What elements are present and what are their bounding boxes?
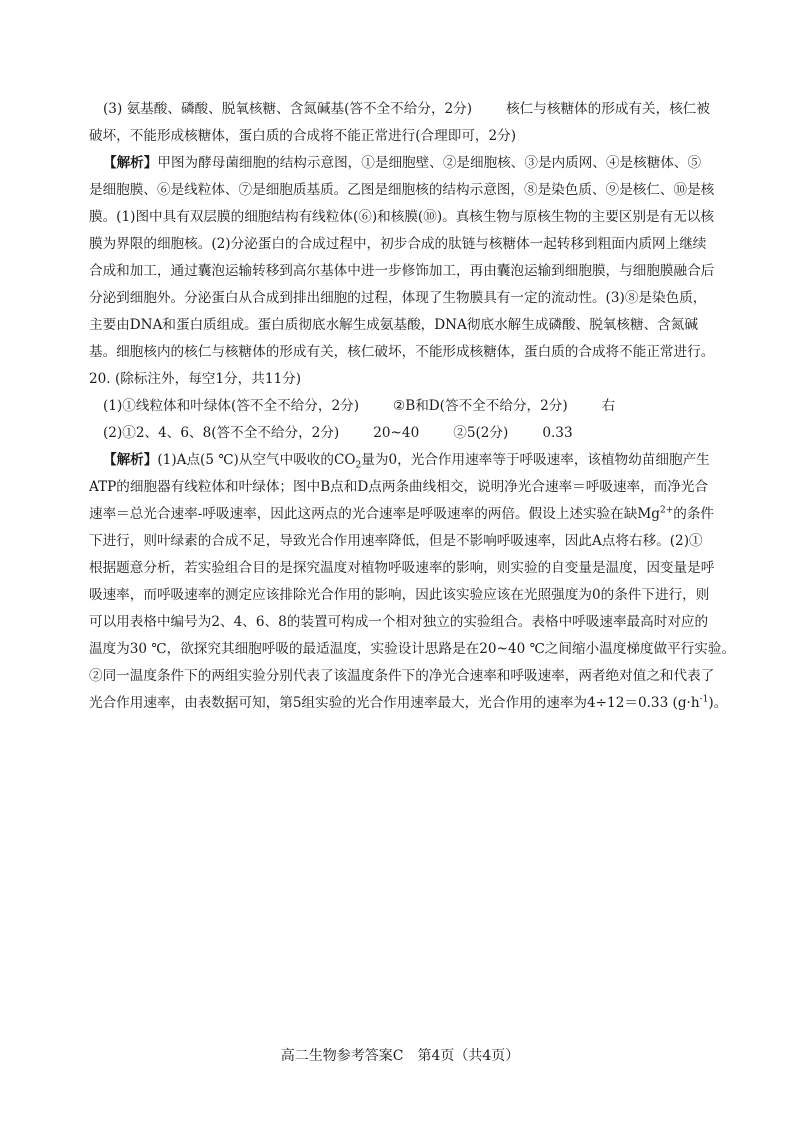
q20-analysis-line-8: 温度为30 ℃，欲探究其细胞呼吸的最适温度，实验设计思路是在20~40 ℃之间缩小温度梯度做平行实验。	[89, 641, 736, 657]
q20-analysis-text-3a: 速率＝总光合速率-呼吸速率，因此这两点的光合速率是呼吸速率的两倍。假设上述实验在缺Mg	[89, 506, 660, 522]
q19-part3-answer: (3) 氨基酸、磷酸、脱氧核糖、含氮碱基(答不全不给分，2分)	[103, 101, 473, 117]
q19-analysis-label: 【解析】	[103, 155, 158, 171]
q20-analysis-text-1a: (1)A点(5 ℃)从空气中吸收的CO	[157, 452, 356, 468]
q20-analysis-text-1b: 量为0，光合作用速率等于呼吸速率，该植物幼苗细胞产生	[361, 452, 710, 468]
q20-analysis-line-7: 可以用表格中编号为2、4、6、8的装置可构成一个相对独立的实验组合。表格中呼吸速率最高时对应的	[89, 614, 709, 630]
q20-part1-answer-c: 右	[601, 398, 616, 414]
q20-analysis-text-10a: 光合作用速率，由表数据可知，第5组实验的光合作用速率最大，光合作用的速率为4÷12＝0.33 (g·h	[89, 695, 700, 711]
q19-analysis-line-4: 膜为界限的细胞核。(2)分泌蛋白的合成过程中，初步合成的肽链与核糖体一起转移到粗面内质网上继续	[89, 236, 707, 252]
q20-analysis-line-3	[89, 501, 729, 528]
unit-superscript: -1	[699, 694, 709, 705]
q20-part2-answer-a: (2)①2、4、6、8(答不全不给分，2分)	[103, 425, 340, 441]
mg-superscript: 2+	[659, 505, 674, 516]
q20-analysis-line-9: ②同一温度条件下的两组实验分别代表了该温度条件下的净光合速率和呼吸速率，两者绝对值之和代表了	[89, 668, 715, 684]
page-footer: 高二生物参考答案C 第4页（共4页）	[280, 1048, 520, 1064]
q20-analysis-text-3b: 的条件	[673, 506, 715, 522]
q20-part1-line	[89, 393, 729, 420]
q20-part2-line	[89, 420, 729, 447]
q20-analysis-line-2: ATP的细胞器有线粒体和叶绿体；图中B点和D点两条曲线相交，说明净光合速率＝呼吸速率，而净光合	[89, 479, 709, 495]
q19-analysis-line-7: 主要由DNA和蛋白质组成。蛋白质彻底水解生成氨基酸，DNA彻底水解生成磷酸、脱氧核糖、含氮碱	[89, 317, 698, 333]
q20-analysis-line-6: 吸速率，而呼吸速率的测定应该排除光合作用的影响，因此该实验应该在光照强度为0的条件下进行，则	[89, 587, 710, 603]
q19-analysis-text-1: 甲图为酵母菌细胞的结构示意图，①是细胞壁、②是细胞核、③是内质网、④是核糖体、⑤	[157, 155, 702, 171]
q19-part3-answer-b: 核仁与核糖体的形成有关，核仁被	[506, 101, 710, 117]
q20-analysis-line-1	[89, 447, 729, 474]
q20-analysis-text-10b: )。	[708, 695, 728, 711]
q19-analysis-line-6: 分泌到细胞外。分泌蛋白从合成到排出细胞的过程，体现了生物膜具有一定的流动性。(3)⑧是染色质，	[89, 290, 707, 306]
q19-analysis-line-2: 是细胞膜、⑥是线粒体、⑦是细胞质基质。乙图是细胞核的结构示意图，⑧是染色质、⑨是核仁、⑩是核	[89, 182, 715, 198]
q20-analysis-label: 【解析】	[103, 452, 158, 468]
q19-part3-continued: 破坏，不能形成核糖体，蛋白质的合成将不能正常进行(合理即可，2分)	[89, 128, 517, 144]
q20-part2-answer-c: ②5(2分)	[453, 425, 509, 441]
co2-subscript: 2	[355, 460, 362, 471]
answer-page-body	[89, 96, 736, 717]
q19-analysis-line-1	[89, 150, 729, 177]
q20-part1-answer-b: ②B和D(答不全不给分，2分)	[393, 398, 568, 414]
q20-analysis-line-5: 根据题意分析，若实验组合目的是探究温度对植物呼吸速率的影响，则实验的自变量是温度，因变量是呼	[89, 560, 715, 576]
q19-analysis-line-3: 膜。(1)图中具有双层膜的细胞结构有线粒体(⑥)和核膜(⑩)。真核生物与原核生物的主要区别是有无以核	[89, 209, 714, 225]
q20-analysis-line-10	[89, 690, 729, 717]
q20-header: 20. (除标注外，每空1分，共11分)	[89, 371, 302, 387]
q20-analysis-line-4: 下进行，则叶绿素的合成不足，导致光合作用速率降低，但是不影响呼吸速率，因此A点将右移。(2)①	[89, 533, 703, 549]
q20-part1-answer-a: (1)①线粒体和叶绿体(答不全不给分，2分)	[103, 398, 360, 414]
q19-analysis-line-5: 合成和加工，通过囊泡运输转移到高尔基体中进一步修饰加工，再由囊泡运输到细胞膜，与细胞膜融合后	[89, 263, 715, 279]
q19-part3-line	[89, 96, 729, 123]
q20-part2-answer-b: 20~40	[373, 425, 420, 441]
q20-part2-answer-d: 0.33	[542, 425, 573, 441]
q19-analysis-line-8: 基。细胞核内的核仁与核糖体的形成有关，核仁破坏，不能形成核糖体，蛋白质的合成将不能正常进行。	[89, 344, 715, 360]
